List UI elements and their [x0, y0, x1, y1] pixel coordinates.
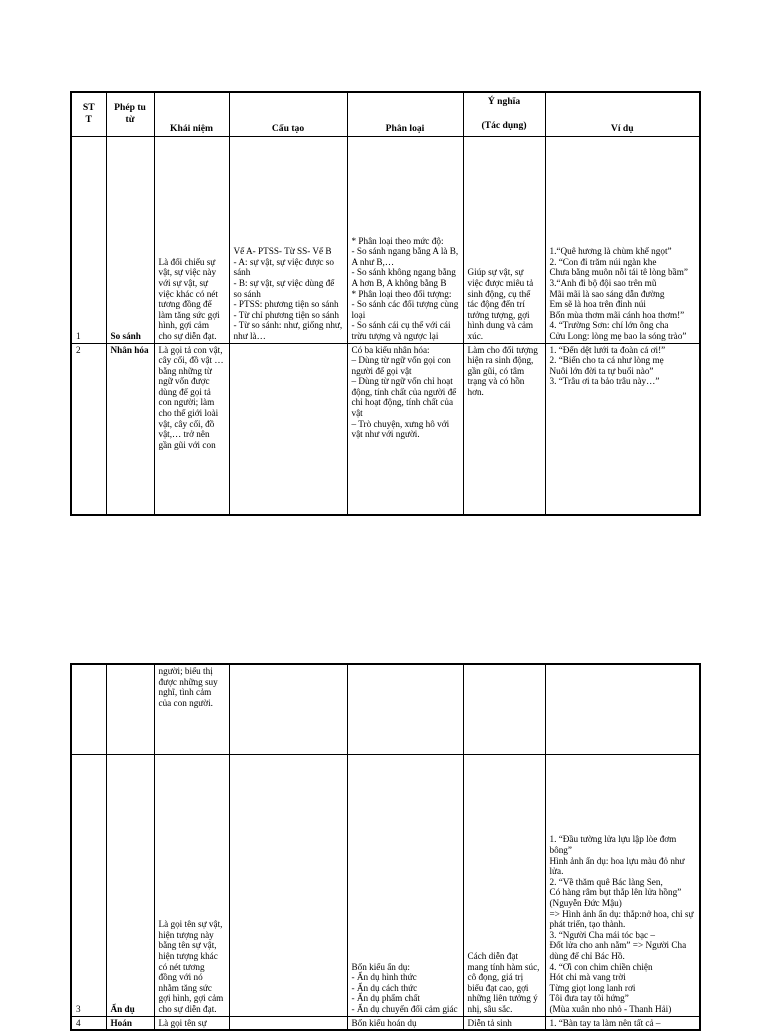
cell-vi-du: 1.“Quê hương là chùm khế ngọt” 2. “Con đi trăm núi ngàn khe Chưa bằng muôn nỗi tái tê lòng bầm” 3.“Anh đi bộ đội sao trên mũ Mãi mãi là sao sáng dẫn đường Em sẽ là hoa trên đỉnh núi Bốn mùa thơm mãi cánh hoa thơm!” 4. “Trường Sơn: chí lớn ông cha Cửu Long: lòng mẹ bao la sóng trào”: [545, 136, 700, 343]
row-hoan-du: [71, 1016, 700, 1030]
cell-cau-tao: Vế A- PTSS- Từ SS- Vế B - A: sự vật, sự việc được so sánh - B: sự vật, sự việc dùng để so sánh - PTSS: phương tiện so sánh - Từ chỉ phương tiện so sánh - Từ so sánh: như, giống như, như là…: [229, 136, 347, 343]
header-row: [71, 92, 700, 136]
header-stt: ST T: [71, 92, 106, 136]
cell-cau-tao: [229, 1016, 347, 1030]
header-cau-tao: Cấu tạo: [229, 92, 347, 136]
cell-stt: 1: [71, 136, 106, 343]
cell-phan-loai: Bốn kiểu ẩn dụ: - Ẩn dụ hình thức - Ẩn dụ cách thức - Ẩn dụ phẩm chất - Ẩn dụ chuyển đổi cảm giác: [347, 754, 463, 1016]
cell-khai-niem: Là gọi tên sự vật, hiện tượng này bằng tên sự vật, hiện tượng khác có nét tương đồng với nó nhằm tăng sức gợi hình, gợi cảm cho sự diễn đạt.: [154, 754, 229, 1016]
cell-name: So sánh: [106, 136, 154, 343]
cell-y-nghia: Cách diễn đạt mang tính hàm súc, cô đọng, giá trị biểu đạt cao, gợi những liên tưởng ý nhị, sâu sắc.: [463, 754, 545, 1016]
cell-phan-loai: [347, 664, 463, 754]
row-nhan-hoa-continued: [71, 664, 700, 754]
cell-cau-tao: [229, 664, 347, 754]
header-khai-niem: Khái niệm: [154, 92, 229, 136]
cell-cau-tao: [229, 754, 347, 1016]
cell-vi-du: 1. “Đến dệt lưới ta đoàn cá ơi!” 2. “Biển cho ta cá như lòng mẹ Nuôi lớn đời ta tự buổi nào” 3. “Trâu ơi ta bảo trâu này…”: [545, 343, 700, 515]
cell-khai-niem: Là gọi tả con vật, cây cối, đồ vật … bằng những từ ngữ vốn được dùng để gọi tả con người; làm cho thế giới loài vật, cây cối, đồ vật,… trở nên gần gũi với con: [154, 343, 229, 515]
cell-khai-niem: Là đối chiếu sự vật, sự việc này với sự vật, sự việc khác có nét tương đồng để làm tăng sức gợi hình, gợi cảm cho sự diễn đạt.: [154, 136, 229, 343]
cell-khai-niem: người; biểu thị được những suy nghĩ, tình cảm của con người.: [154, 664, 229, 754]
cell-name: Ẩn dụ: [106, 754, 154, 1016]
cell-y-nghia: Làm cho đối tượng hiện ra sinh động, gần gũi, có tâm trạng và có hồn hơn.: [463, 343, 545, 515]
cell-name: Nhân hóa: [106, 343, 154, 515]
cell-stt: 2: [71, 343, 106, 515]
row-nhan-hoa: [71, 343, 700, 515]
cell-y-nghia: [463, 664, 545, 754]
cell-stt: 4: [71, 1016, 106, 1030]
cell-stt: 3: [71, 754, 106, 1016]
cell-name: [106, 664, 154, 754]
cell-phan-loai: Bốn kiểu hoán dụ: [347, 1016, 463, 1030]
cell-name: Hoán: [106, 1016, 154, 1030]
cell-vi-du: [545, 664, 700, 754]
cell-phan-loai: * Phân loại theo mức độ: - So sánh ngang bằng A là B, A như B,… - So sánh không ngang bằng A hơn B, A không bằng B * Phân loại theo đối tượng: - So sánh các đối tượng cùng loại - So sánh cái cụ thể với cái trừu tượng và ngược lại: [347, 136, 463, 343]
header-vi-du: Ví dụ: [545, 92, 700, 136]
cell-khai-niem: Là gọi tên sự: [154, 1016, 229, 1030]
cell-y-nghia: Giúp sự vật, sự việc được miêu tả sinh động, cụ thể tác động đến trí tưởng tượng, gợi hình dung và cảm xúc.: [463, 136, 545, 343]
header-y-nghia: Ý nghĩa (Tác dụng): [463, 92, 545, 136]
comparison-table-part-1: [70, 91, 701, 516]
cell-phan-loai: Có ba kiểu nhân hóa: – Dùng từ ngữ vốn gọi con người để gọi vật – Dùng từ ngữ vốn chỉ hoạt động, tính chất của người để chỉ hoạt động, tính chất của vật – Trò chuyện, xưng hô với vật như với người.: [347, 343, 463, 515]
cell-vi-du: 1. “Đầu tường lửa lựu lập lòe đơm bông” Hình ảnh ẩn dụ: hoa lựu màu đỏ như lửa. 2. “Về thăm quê Bác làng Sen, Có hàng râm bụt thắp lên lửa hồng” (Nguyễn Đức Mậu) => Hình ảnh ẩn dụ: thắp:nở hoa, chỉ sự phát triển, tạo thành. 3. “Người Cha mái tóc bạc – Đốt lửa cho anh nằm” => Người Cha dùng để chỉ Bác Hồ. 4. “Ơi con chim chiền chiện Hót chi mà vang trời Từng giọt long lanh rơi Tôi đưa tay tôi hứng” (Mùa xuân nho nhỏ - Thanh Hải): [545, 754, 700, 1016]
header-phan-loai: Phân loại: [347, 92, 463, 136]
comparison-table-part-2: [70, 663, 701, 1031]
cell-y-nghia: Diễn tả sinh: [463, 1016, 545, 1030]
cell-cau-tao: [229, 343, 347, 515]
cell-stt: [71, 664, 106, 754]
row-so-sanh: [71, 136, 700, 343]
cell-vi-du: 1. “Bàn tay ta làm nên tất cả –: [545, 1016, 700, 1030]
header-phep-tu-tu: Phép tu từ: [106, 92, 154, 136]
row-an-du: [71, 754, 700, 1016]
